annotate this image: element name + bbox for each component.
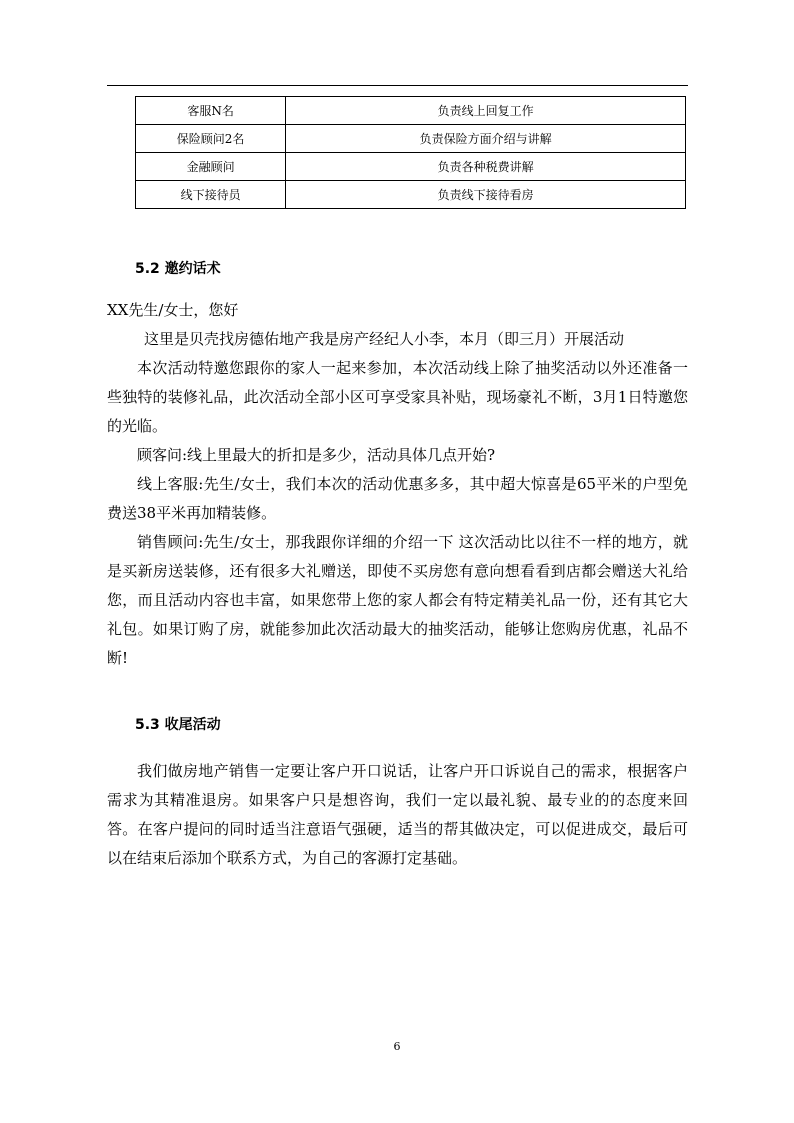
greeting-paragraph: XX先生/女士，您好: [107, 301, 239, 319]
role-cell: 保险顾问2名: [136, 125, 286, 153]
table-row: [136, 153, 686, 181]
table-row: [136, 125, 686, 153]
duty-cell: 负责各种税费讲解: [286, 153, 686, 181]
intro-paragraph: 这里是贝壳找房德佑地产我是房产经纪人小李，本月（即三月）开展活动: [144, 330, 625, 348]
duty-cell: 负责线下接待看房: [286, 181, 686, 209]
section-heading-5-3: 5.3 收尾活动: [135, 717, 221, 733]
invite-paragraph: 本次活动特邀您跟你的家人一起来参加，本次活动线上除了抽奖活动以外还准备一些独特的装修礼品，此次活动全部小区可享受家具补贴，现场豪礼不断，3月1日特邀您的光临。: [107, 359, 688, 435]
section-heading-5-2: 5.2 邀约话术: [135, 261, 221, 277]
section-5-2-body: [107, 296, 688, 673]
online-service-paragraph: 线上客服:先生/女士，我们本次的活动优惠多多，其中超大惊喜是65平米的户型免费送38平米再加精装修。: [107, 475, 688, 522]
table-row: [136, 97, 686, 125]
role-cell: 线下接待员: [136, 181, 286, 209]
customer-question-paragraph: 顾客问:线上里最大的折扣是多少，活动具体几点开始?: [137, 446, 496, 464]
table-row: [136, 181, 686, 209]
page-number: 6: [393, 1040, 401, 1053]
role-cell: 金融顾问: [136, 153, 286, 181]
role-cell: 客服N名: [136, 97, 286, 125]
section-5-3-body: [107, 757, 688, 873]
roles-table: [135, 96, 686, 209]
duty-cell: 负责线上回复工作: [286, 97, 686, 125]
sales-consultant-paragraph: 销售顾问:先生/女士，那我跟你详细的介绍一下 这次活动比以往不一样的地方，就是买新房送装修，还有很多大礼赠送，即使不买房您有意向想看看到店都会赠送大礼给您，而且活动内容也丰富，如果您带上您的家人都会有特定精美礼品一份，还有其它大礼包。如果订购了房，就能参加此次活动最大的抽奖活动，能够让您购房优惠，礼品不断!: [107, 533, 688, 667]
header-rule: [107, 85, 688, 86]
closing-paragraph: 我们做房地产销售一定要让客户开口说话，让客户开口诉说自己的需求，根据客户需求为其精准退房。如果客户只是想咨询，我们一定以最礼貌、最专业的的态度来回答。在客户提问的同时适当注意语气强硬，适当的帮其做决定，可以促进成交，最后可以在结束后添加个联系方式，为自己的客源打定基础。: [107, 762, 688, 867]
duty-cell: 负责保险方面介绍与讲解: [286, 125, 686, 153]
